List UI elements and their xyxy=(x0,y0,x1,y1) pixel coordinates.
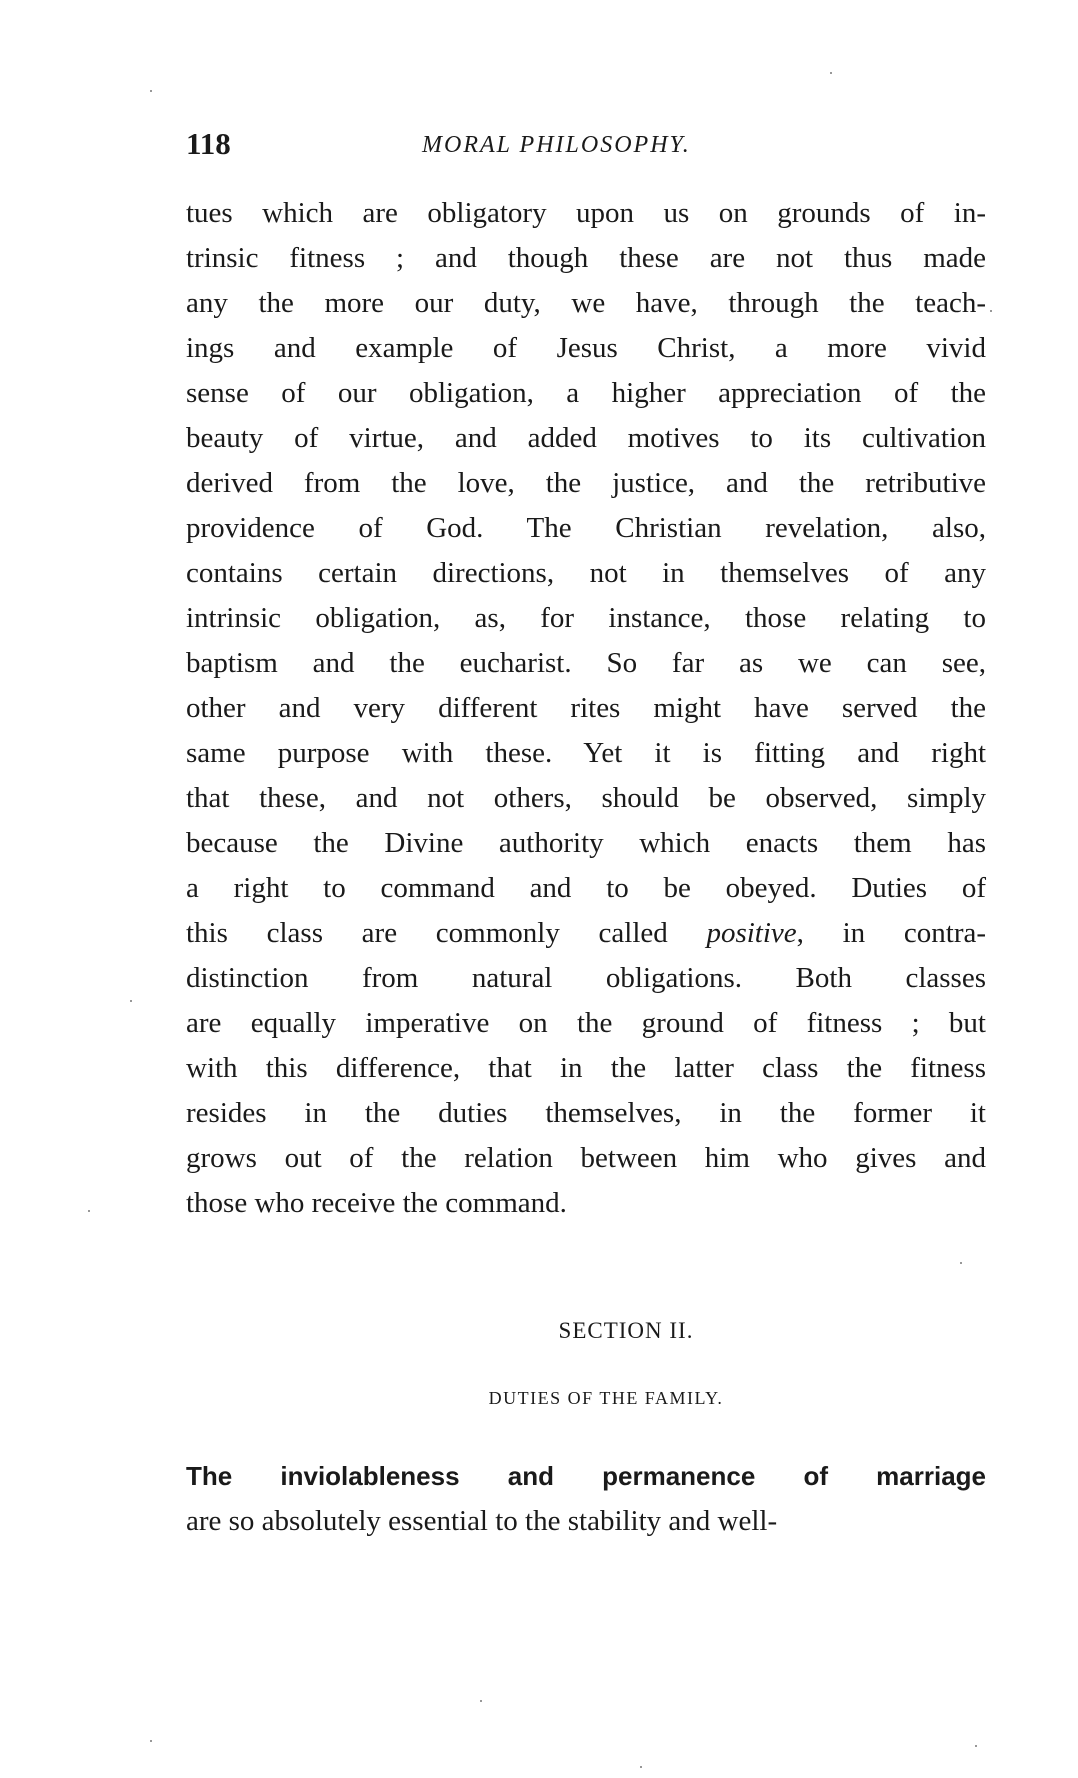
text-line-last: those who receive the command. xyxy=(186,1187,567,1219)
scan-speck xyxy=(88,1210,90,1212)
text-line: contains certain directions, not in themselves of any xyxy=(186,557,986,589)
text-line: sense of our obligation, a higher appreciation of the xyxy=(186,377,986,409)
text-line: are equally imperative on the ground of fitness ; but xyxy=(186,1007,986,1039)
text-line: other and very different rites might have served the xyxy=(186,692,986,724)
scan-speck xyxy=(150,1740,152,1742)
text-line: derived from the love, the justice, and the retributive xyxy=(186,467,986,499)
text-line: trinsic fitness ; and though these are not thus made xyxy=(186,242,986,274)
text-line-positive xyxy=(186,911,986,956)
scan-speck xyxy=(975,1745,977,1747)
section-subheading: DUTIES OF THE FAMILY. xyxy=(488,1388,724,1408)
text-line: because the Divine authority which enacts them has xyxy=(186,827,986,859)
page-number: 118 xyxy=(186,126,231,161)
text-line: grows out of the relation between him who gives and xyxy=(186,1142,986,1174)
text-line: beauty of virtue, and added motives to its cultivation xyxy=(186,422,986,454)
text-line: baptism and the eucharist. So far as we can see, xyxy=(186,647,986,679)
text-line: same purpose with these. Yet it is fitting and right xyxy=(186,737,986,769)
scan-speck xyxy=(960,1262,962,1264)
section-text-line: are so absolutely essential to the stability and well- xyxy=(186,1505,778,1537)
section-paragraph xyxy=(186,1454,986,1544)
text-line: that these, and not others, should be observed, simply xyxy=(186,782,986,814)
text-line: tues which are obligatory upon us on grounds of in- xyxy=(186,197,986,229)
paragraph-text xyxy=(186,191,986,1226)
scan-speck xyxy=(990,310,992,312)
scan-speck xyxy=(830,72,832,74)
text-line: intrinsic obligation, as, for instance, those relating to xyxy=(186,602,986,634)
line-text-before: this class are commonly called xyxy=(186,917,707,949)
section-heading: SECTION II. xyxy=(558,1318,694,1343)
scan-speck xyxy=(640,1766,642,1768)
scan-speck xyxy=(150,90,152,92)
text-line: resides in the duties themselves, in the former it xyxy=(186,1097,986,1129)
text-line: providence of God. The Christian revelation, also, xyxy=(186,512,986,544)
line-text-after: , in contra- xyxy=(796,917,986,949)
text-line: with this difference, that in the latter class the fitness xyxy=(186,1052,986,1084)
running-head xyxy=(186,126,986,172)
section-lead-line: The inviolableness and permanence of marriage xyxy=(186,1461,986,1491)
text-line: distinction from natural obligations. Both classes xyxy=(186,962,986,994)
italic-term-positive: positive xyxy=(706,917,797,949)
text-line: any the more our duty, we have, through the teach- xyxy=(186,287,986,319)
running-title: MORAL PHILOSOPHY. xyxy=(422,132,691,158)
text-line: a right to command and to be obeyed. Duties of xyxy=(186,872,986,904)
text-line: ings and example of Jesus Christ, a more vivid xyxy=(186,332,986,364)
scan-speck xyxy=(480,1700,482,1702)
scan-speck xyxy=(130,1000,132,1002)
